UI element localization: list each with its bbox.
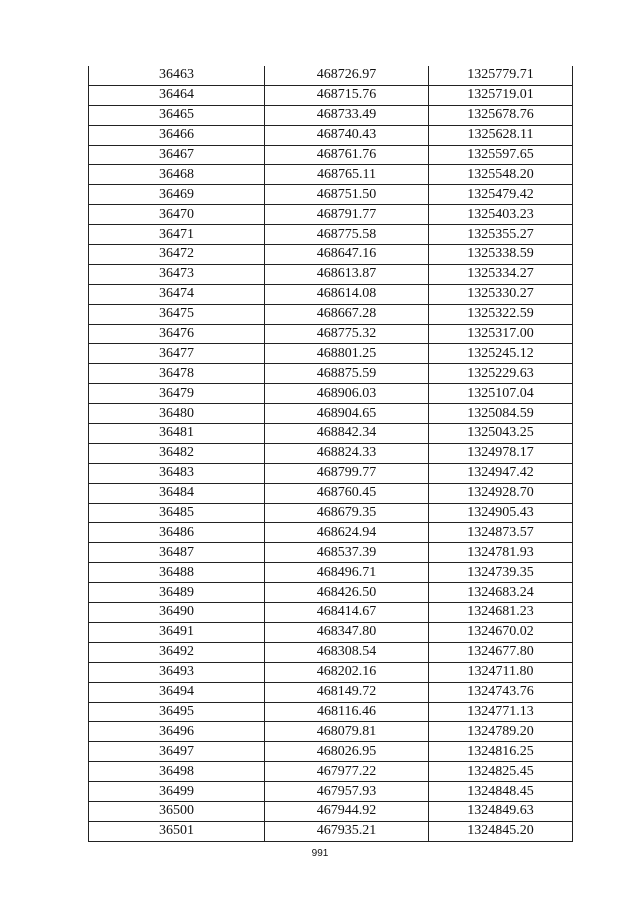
table-row [89, 722, 573, 742]
y-coordinate-cell: 1324670.02 [429, 622, 573, 642]
table-row [89, 304, 573, 324]
y-coordinate-cell: 1325628.11 [429, 125, 573, 145]
x-coordinate-cell: 468904.65 [265, 404, 429, 424]
x-coordinate-cell: 467977.22 [265, 762, 429, 782]
table-row [89, 801, 573, 821]
x-coordinate-cell: 468733.49 [265, 105, 429, 125]
y-coordinate-cell: 1325548.20 [429, 165, 573, 185]
x-coordinate-cell: 468537.39 [265, 543, 429, 563]
y-coordinate-cell: 1324825.45 [429, 762, 573, 782]
y-coordinate-cell: 1325678.76 [429, 105, 573, 125]
point-id-cell: 36467 [89, 145, 265, 165]
point-id-cell: 36470 [89, 205, 265, 225]
coordinate-table [88, 66, 573, 842]
point-id-cell: 36496 [89, 722, 265, 742]
y-coordinate-cell: 1324683.24 [429, 583, 573, 603]
y-coordinate-cell: 1325779.71 [429, 66, 573, 85]
point-id-cell: 36466 [89, 125, 265, 145]
y-coordinate-cell: 1325334.27 [429, 264, 573, 284]
x-coordinate-cell: 468801.25 [265, 344, 429, 364]
table-row [89, 145, 573, 165]
y-coordinate-cell: 1324845.20 [429, 821, 573, 841]
table-row [89, 603, 573, 623]
table-row [89, 782, 573, 802]
point-id-cell: 36490 [89, 603, 265, 623]
x-coordinate-cell: 467935.21 [265, 821, 429, 841]
x-coordinate-cell: 468149.72 [265, 682, 429, 702]
table-row [89, 344, 573, 364]
y-coordinate-cell: 1324947.42 [429, 463, 573, 483]
table-row [89, 364, 573, 384]
point-id-cell: 36477 [89, 344, 265, 364]
point-id-cell: 36483 [89, 463, 265, 483]
point-id-cell: 36485 [89, 503, 265, 523]
point-id-cell: 36489 [89, 583, 265, 603]
y-coordinate-cell: 1325403.23 [429, 205, 573, 225]
point-id-cell: 36474 [89, 284, 265, 304]
x-coordinate-cell: 468799.77 [265, 463, 429, 483]
y-coordinate-cell: 1325719.01 [429, 85, 573, 105]
table-row [89, 324, 573, 344]
y-coordinate-cell: 1324873.57 [429, 523, 573, 543]
table-row [89, 424, 573, 444]
y-coordinate-cell: 1325597.65 [429, 145, 573, 165]
point-id-cell: 36471 [89, 225, 265, 245]
y-coordinate-cell: 1325338.59 [429, 245, 573, 265]
y-coordinate-cell: 1324677.80 [429, 642, 573, 662]
point-id-cell: 36465 [89, 105, 265, 125]
y-coordinate-cell: 1324771.13 [429, 702, 573, 722]
y-coordinate-cell: 1324905.43 [429, 503, 573, 523]
point-id-cell: 36478 [89, 364, 265, 384]
x-coordinate-cell: 468347.80 [265, 622, 429, 642]
y-coordinate-cell: 1324978.17 [429, 443, 573, 463]
x-coordinate-cell: 468761.76 [265, 145, 429, 165]
y-coordinate-cell: 1325245.12 [429, 344, 573, 364]
table-row [89, 642, 573, 662]
table-row [89, 583, 573, 603]
x-coordinate-cell: 468740.43 [265, 125, 429, 145]
point-id-cell: 36491 [89, 622, 265, 642]
table-row [89, 225, 573, 245]
y-coordinate-cell: 1324928.70 [429, 483, 573, 503]
x-coordinate-cell: 468026.95 [265, 742, 429, 762]
table-row [89, 543, 573, 563]
table-row [89, 443, 573, 463]
table-row [89, 503, 573, 523]
x-coordinate-cell: 468679.35 [265, 503, 429, 523]
point-id-cell: 36480 [89, 404, 265, 424]
x-coordinate-cell: 467944.92 [265, 801, 429, 821]
table-row [89, 105, 573, 125]
table-row [89, 821, 573, 841]
x-coordinate-cell: 468613.87 [265, 264, 429, 284]
table-row [89, 205, 573, 225]
x-coordinate-cell: 468775.32 [265, 324, 429, 344]
y-coordinate-cell: 1325322.59 [429, 304, 573, 324]
y-coordinate-cell: 1325330.27 [429, 284, 573, 304]
table-row [89, 563, 573, 583]
table-row [89, 762, 573, 782]
x-coordinate-cell: 468496.71 [265, 563, 429, 583]
x-coordinate-cell: 468726.97 [265, 66, 429, 85]
table-row [89, 185, 573, 205]
y-coordinate-cell: 1325479.42 [429, 185, 573, 205]
point-id-cell: 36476 [89, 324, 265, 344]
point-id-cell: 36484 [89, 483, 265, 503]
point-id-cell: 36486 [89, 523, 265, 543]
x-coordinate-cell: 468842.34 [265, 424, 429, 444]
table-row [89, 463, 573, 483]
y-coordinate-cell: 1324789.20 [429, 722, 573, 742]
x-coordinate-cell: 468751.50 [265, 185, 429, 205]
x-coordinate-cell: 468715.76 [265, 85, 429, 105]
table-row [89, 523, 573, 543]
y-coordinate-cell: 1324849.63 [429, 801, 573, 821]
x-coordinate-cell: 468875.59 [265, 364, 429, 384]
x-coordinate-cell: 468414.67 [265, 603, 429, 623]
table-row [89, 662, 573, 682]
point-id-cell: 36479 [89, 384, 265, 404]
x-coordinate-cell: 468824.33 [265, 443, 429, 463]
x-coordinate-cell: 468624.94 [265, 523, 429, 543]
table-row [89, 742, 573, 762]
point-id-cell: 36498 [89, 762, 265, 782]
page-number: 991 [311, 848, 329, 859]
x-coordinate-cell: 467957.93 [265, 782, 429, 802]
x-coordinate-cell: 468426.50 [265, 583, 429, 603]
x-coordinate-cell: 468308.54 [265, 642, 429, 662]
table-row [89, 165, 573, 185]
point-id-cell: 36468 [89, 165, 265, 185]
x-coordinate-cell: 468202.16 [265, 662, 429, 682]
y-coordinate-cell: 1325107.04 [429, 384, 573, 404]
point-id-cell: 36482 [89, 443, 265, 463]
point-id-cell: 36469 [89, 185, 265, 205]
table-row [89, 264, 573, 284]
table-row [89, 682, 573, 702]
point-id-cell: 36487 [89, 543, 265, 563]
point-id-cell: 36501 [89, 821, 265, 841]
y-coordinate-cell: 1324848.45 [429, 782, 573, 802]
y-coordinate-cell: 1325355.27 [429, 225, 573, 245]
y-coordinate-cell: 1324711.80 [429, 662, 573, 682]
table-row [89, 404, 573, 424]
x-coordinate-cell: 468667.28 [265, 304, 429, 324]
table-row [89, 284, 573, 304]
y-coordinate-cell: 1324681.23 [429, 603, 573, 623]
y-coordinate-cell: 1324743.76 [429, 682, 573, 702]
y-coordinate-cell: 1325317.00 [429, 324, 573, 344]
point-id-cell: 36495 [89, 702, 265, 722]
table-row [89, 483, 573, 503]
y-coordinate-cell: 1324739.35 [429, 563, 573, 583]
table-row [89, 702, 573, 722]
x-coordinate-cell: 468791.77 [265, 205, 429, 225]
x-coordinate-cell: 468765.11 [265, 165, 429, 185]
point-id-cell: 36493 [89, 662, 265, 682]
table-row [89, 125, 573, 145]
point-id-cell: 36497 [89, 742, 265, 762]
point-id-cell: 36475 [89, 304, 265, 324]
y-coordinate-cell: 1325043.25 [429, 424, 573, 444]
table-row [89, 622, 573, 642]
point-id-cell: 36464 [89, 85, 265, 105]
x-coordinate-cell: 468760.45 [265, 483, 429, 503]
y-coordinate-cell: 1325229.63 [429, 364, 573, 384]
point-id-cell: 36481 [89, 424, 265, 444]
point-id-cell: 36492 [89, 642, 265, 662]
table-row [89, 384, 573, 404]
table-row [89, 66, 573, 85]
table-row [89, 85, 573, 105]
point-id-cell: 36463 [89, 66, 265, 85]
x-coordinate-cell: 468116.46 [265, 702, 429, 722]
x-coordinate-cell: 468906.03 [265, 384, 429, 404]
y-coordinate-cell: 1324781.93 [429, 543, 573, 563]
y-coordinate-cell: 1325084.59 [429, 404, 573, 424]
x-coordinate-cell: 468775.58 [265, 225, 429, 245]
point-id-cell: 36494 [89, 682, 265, 702]
point-id-cell: 36499 [89, 782, 265, 802]
table-row [89, 245, 573, 265]
x-coordinate-cell: 468647.16 [265, 245, 429, 265]
y-coordinate-cell: 1324816.25 [429, 742, 573, 762]
x-coordinate-cell: 468079.81 [265, 722, 429, 742]
point-id-cell: 36473 [89, 264, 265, 284]
coordinate-table-body [89, 66, 573, 841]
point-id-cell: 36500 [89, 801, 265, 821]
point-id-cell: 36472 [89, 245, 265, 265]
point-id-cell: 36488 [89, 563, 265, 583]
x-coordinate-cell: 468614.08 [265, 284, 429, 304]
